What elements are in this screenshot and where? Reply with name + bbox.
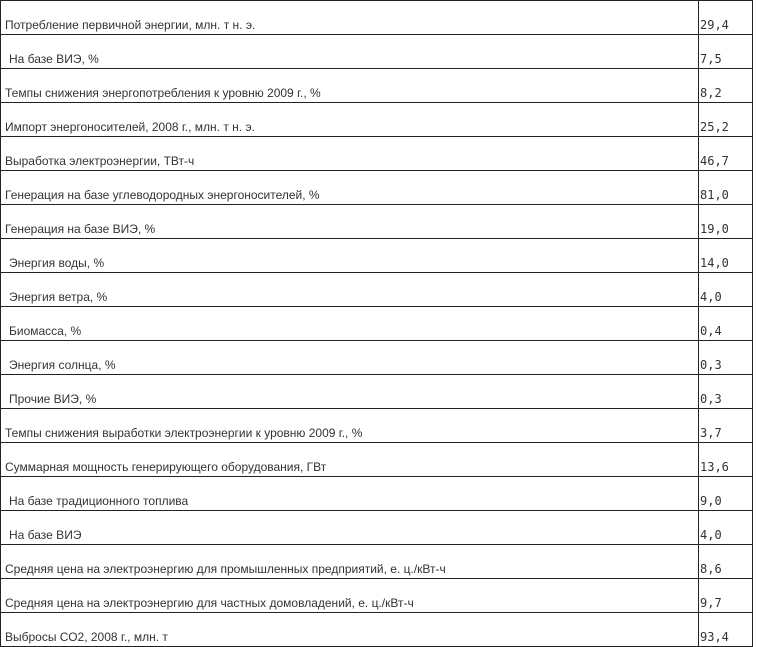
table-row — [1, 477, 753, 511]
row-label: Энергия ветра, % — [1, 273, 699, 307]
row-value: 0,3 — [699, 341, 753, 375]
row-label: Энергия солнца, % — [1, 341, 699, 375]
table-row — [1, 511, 753, 545]
row-label: На базе ВИЭ, % — [1, 35, 699, 69]
table-row — [1, 239, 753, 273]
row-value: 29,4 — [699, 1, 753, 35]
row-value: 0,3 — [699, 375, 753, 409]
row-value: 25,2 — [699, 103, 753, 137]
row-label: На базе ВИЭ — [1, 511, 699, 545]
row-label: Энергия воды, % — [1, 239, 699, 273]
row-label: Генерация на базе углеводородных энергоносителей, % — [1, 171, 699, 205]
row-label: Темпы снижения выработки электроэнергии к уровню 2009 г., % — [1, 409, 699, 443]
row-value: 9,7 — [699, 579, 753, 613]
row-value: 8,6 — [699, 545, 753, 579]
table-row — [1, 579, 753, 613]
row-label: Потребление первичной энергии, млн. т н. э. — [1, 1, 699, 35]
row-value: 19,0 — [699, 205, 753, 239]
row-value: 14,0 — [699, 239, 753, 273]
table-row — [1, 35, 753, 69]
row-value: 81,0 — [699, 171, 753, 205]
row-label: Генерация на базе ВИЭ, % — [1, 205, 699, 239]
table-body — [1, 1, 753, 647]
table-row — [1, 613, 753, 647]
row-label: Выработка электроэнергии, ТВт-ч — [1, 137, 699, 171]
row-value: 13,6 — [699, 443, 753, 477]
row-value: 0,4 — [699, 307, 753, 341]
row-label: Выбросы СО2, 2008 г., млн. т — [1, 613, 699, 647]
table-row — [1, 171, 753, 205]
row-label: На базе традиционного топлива — [1, 477, 699, 511]
row-value: 46,7 — [699, 137, 753, 171]
table-row — [1, 273, 753, 307]
table-row — [1, 545, 753, 579]
table-row — [1, 1, 753, 35]
row-value: 3,7 — [699, 409, 753, 443]
row-label: Средняя цена на электроэнергию для частных домовладений, е. ц./кВт-ч — [1, 579, 699, 613]
table-row — [1, 375, 753, 409]
row-value: 93,4 — [699, 613, 753, 647]
table-row — [1, 307, 753, 341]
row-label: Импорт энергоносителей, 2008 г., млн. т н. э. — [1, 103, 699, 137]
table-row — [1, 409, 753, 443]
table-row — [1, 341, 753, 375]
row-value: 4,0 — [699, 273, 753, 307]
table-row — [1, 205, 753, 239]
row-label: Средняя цена на электроэнергию для промышленных предприятий, е. ц./кВт-ч — [1, 545, 699, 579]
row-label: Прочие ВИЭ, % — [1, 375, 699, 409]
table-row — [1, 103, 753, 137]
row-value: 7,5 — [699, 35, 753, 69]
row-value: 9,0 — [699, 477, 753, 511]
table-row — [1, 443, 753, 477]
table-row — [1, 69, 753, 103]
row-label: Суммарная мощность генерирующего оборудования, ГВт — [1, 443, 699, 477]
row-value: 8,2 — [699, 69, 753, 103]
row-label: Темпы снижения энергопотребления к уровню 2009 г., % — [1, 69, 699, 103]
row-value: 4,0 — [699, 511, 753, 545]
row-label: Биомасса, % — [1, 307, 699, 341]
table-row — [1, 137, 753, 171]
